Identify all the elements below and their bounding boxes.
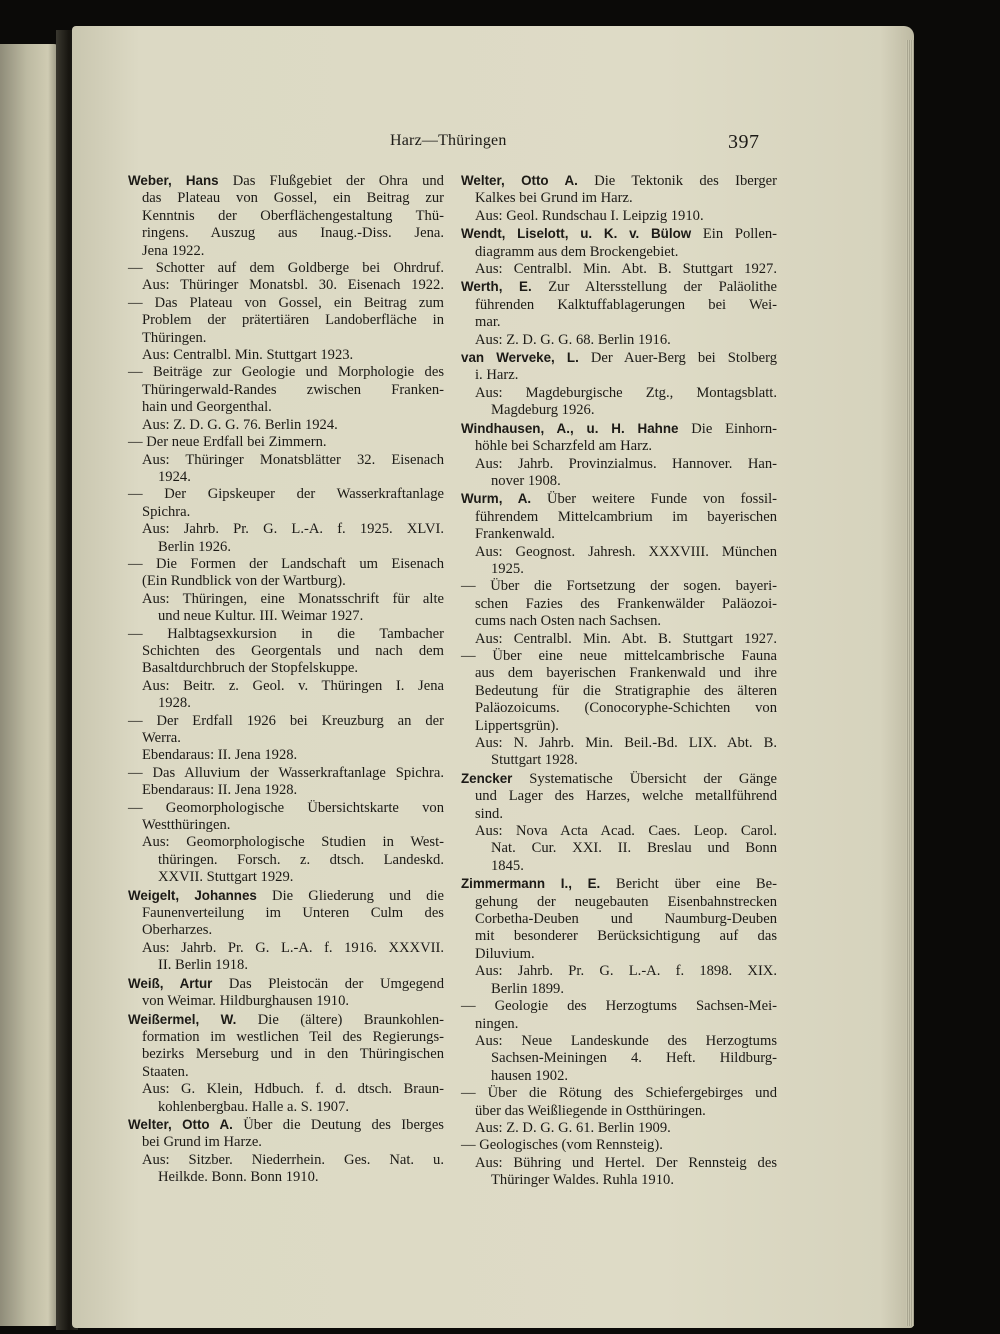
entry-line [461,526,777,543]
entry-text: — Beiträge zur Geologie und Morphologie des [128,364,444,381]
entry-text: Paläozoicums. (Conocoryphe-Schichten von [475,700,777,717]
entry-line [461,402,777,419]
entry-text: führenden Kalktuffablagerungen bei Wei- [475,296,777,313]
entry-text: Berlin 1899. [491,980,564,997]
entry-line [128,1046,444,1063]
entry-line [128,800,444,817]
entry-line [461,858,777,875]
entry-text: Kenntnis der Oberflächengestaltung Thü- [142,207,444,224]
entry-line [461,823,777,840]
entry-text: von Weimar. Hildburghausen 1910. [142,993,350,1010]
entry-text: Aus: Jahrb. Provinzialmus. Hannover. Han- [475,455,777,472]
entry-text: Aus: Geognost. Jahresh. XXXVIII. München [475,543,777,560]
entry-text: Problem der prätertiären Landoberfläche in [142,312,444,329]
entry-text: hausen 1902. [491,1067,569,1084]
entry-line [128,730,444,747]
entry-line [461,1033,777,1050]
entry-text: diagramm aus dem Brockengebiet. [475,243,679,260]
entry-text: Jena 1922. [142,242,205,259]
entry-text: — Der Gipskeuper der Wasserkraftanlage [128,486,444,503]
entry-text: Die Gliederung und die [272,887,444,904]
entry-text: — Geomorphologische Übersichtskarte von [128,799,444,816]
entry-line [461,314,777,331]
entry-line [461,631,777,648]
entry-author: van Werveke, L. [461,350,579,366]
entry-text: 1928. [158,695,191,712]
entry-text: — Der neue Erdfall bei Zimmern. [128,434,327,451]
entry-line [461,490,777,508]
entry-text: thüringen. Forsch. z. dtsch. Landeskd. [158,851,444,868]
entry-line [461,332,777,349]
entry-text: Aus: Centralbl. Min. Abt. B. Stuttgart 1927. [475,630,777,647]
entry-line [461,752,777,769]
entry-line [128,347,444,364]
entry-text: ringens. Auszug aus Inaug.-Diss. Jena. [142,225,444,242]
entry-line [128,957,444,974]
entry-text: Die Einhorn- [691,420,777,437]
entry-text: Aus: Centralbl. Min. Stuttgart 1923. [142,347,354,364]
entry-text: mar. [475,314,501,331]
entry-line [461,840,777,857]
entry-line [461,190,777,207]
entry-line [461,172,777,190]
entry-line [128,905,444,922]
entry-text: Aus: Centralbl. Min. Abt. B. Stuttgart 1927. [475,261,777,278]
entry-line [461,297,777,314]
entry-text: Basaltdurchbruch der Stopfelskuppe. [142,660,359,677]
entry-author: Wendt, Liselott, u. K. v. Bülow [461,226,692,242]
entry-line [128,852,444,869]
entry-text: Sachsen-Meiningen 4. Heft. Hildburg- [491,1050,777,1067]
bibliography-entry [461,225,777,278]
entry-line [128,747,444,764]
facing-page-edge [0,44,60,1326]
entry-text: Aus: Jahrb. Pr. G. L.-A. f. 1898. XIX. [475,963,777,980]
entry-line [461,349,777,367]
bibliography-entry [461,172,777,225]
entry-text: — Das Alluvium der Wasserkraftanlage Spichra. [128,764,444,781]
entry-line [461,473,777,490]
entry-line [128,452,444,469]
entry-line [128,417,444,434]
entry-line [128,834,444,851]
entry-line [128,172,444,190]
entry-line [128,486,444,503]
entry-text: höhle bei Scharzfeld am Harz. [475,438,653,455]
entry-line [128,643,444,660]
entry-text: Aus: Thüringer Monatsbl. 30. Eisenach 1922. [142,277,444,294]
entry-line [461,261,777,278]
entry-text: nover 1908. [491,472,561,489]
entry-text: Staaten. [142,1063,189,1080]
entry-text: Das Flußgebiet der Ohra und [232,173,444,189]
entry-line [128,1081,444,1098]
entry-text: — Halbtagsexkursion in die Tambacher [128,625,444,642]
entry-line [128,940,444,957]
entry-line [461,225,777,243]
entry-text: — Geologie des Herzogtums Sachsen-Mei- [461,998,777,1015]
entry-line [128,993,444,1010]
entry-text: Werra. [142,730,181,746]
entry-line [128,1116,444,1134]
entry-line [461,665,777,682]
entry-line [128,521,444,538]
entry-line [461,963,777,980]
entry-text: Ebendaraus: II. Jena 1928. [142,782,298,799]
page-number: 397 [728,131,760,153]
entry-text: Nat. Cur. XXI. II. Breslau und Bonn [491,840,777,857]
entry-line [128,277,444,294]
entry-line [461,509,777,526]
entry-line [128,243,444,260]
entry-text: Westthüringen. [142,817,231,834]
entry-line [128,312,444,329]
entry-text: — Über eine neue mittelcambrische Fauna [461,647,777,664]
entry-text: kohlenbergbau. Halle a. S. 1907. [158,1098,350,1115]
entry-author: Windhausen, A., u. H. Hahne [461,420,679,436]
entry-text: Aus: Thüringer Monatsblätter 32. Eisenach [142,451,444,468]
entry-author: Zimmermann I., E. [461,876,601,892]
entry-line [128,556,444,573]
bibliography-entry [461,490,777,770]
entry-text: Aus: N. Jahrb. Min. Beil.-Bd. LIX. Abt. B. [475,735,777,751]
entry-line [128,713,444,730]
entry-line [461,208,777,225]
entry-line [128,225,444,242]
entry-text: Magdeburg 1926. [491,402,595,419]
right-column [461,172,777,1190]
entry-text: Aus: Geol. Rundschau I. Leipzig 1910. [475,207,704,224]
entry-author: Welter, Otto A. [461,173,578,188]
entry-text: Aus: Magdeburgische Ztg., Montagsblatt. [475,384,777,401]
entry-author: Welter, Otto A. [128,1116,233,1132]
entry-text: Bedeutung für die Stratigraphie des älteren [475,682,777,699]
entry-line [461,735,777,752]
entry-text: II. Berlin 1918. [158,957,248,974]
entry-line [128,1169,444,1186]
entry-text: Aus: Jahrb. Pr. G. L.-A. f. 1916. XXXVII. [142,939,444,956]
entry-text: — Schotter auf dem Goldberge bei Ohrdruf. [128,260,444,277]
entry-line [128,1011,444,1029]
entry-line [461,1137,777,1154]
entry-text: Thüringerwald-Randes zwischen Franken- [142,381,444,398]
entry-text: Bericht über eine Be- [615,876,777,893]
entry-text: über das Weißliegende in Ostthüringen. [475,1102,706,1119]
entry-line [128,573,444,590]
entry-text: Aus: Nova Acta Acad. Caes. Leop. Carol. [475,823,777,840]
entry-line [461,578,777,595]
entry-text: Aus: G. Klein, Hdbuch. f. d. dtsch. Braun- [142,1081,444,1098]
entry-line [128,260,444,277]
bibliography-entry [128,172,444,887]
entry-text: Stuttgart 1928. [491,752,578,769]
entry-text: — Über die Rötung des Schiefergebirges und [461,1085,777,1102]
entry-text: Über weitere Funde von fossil- [546,491,777,508]
entry-text: Aus: Geomorphologische Studien in West- [142,834,444,851]
entry-text: Über die Deutung des Iberges [243,1116,444,1133]
entry-line [128,869,444,886]
entry-text: formation im westlichen Teil des Regierungs- [142,1028,444,1045]
entry-line [461,998,777,1015]
entry-line [461,648,777,665]
entry-text: 1845. [491,857,524,874]
entry-author: Werth, E. [461,279,532,295]
entry-line [461,770,777,788]
entry-text: ningen. [475,1015,519,1032]
entry-line [128,295,444,312]
entry-text: Aus: Thüringen, eine Monatsschrift für alte [142,590,444,607]
entry-line [128,887,444,905]
entry-text: XXVII. Stuttgart 1929. [158,869,294,886]
entry-line [461,788,777,805]
entry-line [128,364,444,381]
entry-text: Berlin 1926. [158,538,231,555]
entry-author: Weißermel, W. [128,1011,237,1027]
entry-line [128,190,444,207]
entry-text: — Über die Fortsetzung der sogen. bayeri- [461,578,777,595]
entry-text: hain und Georgenthal. [142,399,272,416]
entry-line [128,1099,444,1116]
entry-line [461,718,777,735]
entry-line [128,1064,444,1081]
entry-text: Faunenverteilung im Unteren Culm des [142,905,444,922]
entry-line [128,1134,444,1151]
entry-line [461,928,777,945]
bibliography-entry [128,1011,444,1116]
bibliography-entry [128,1116,444,1187]
entry-line [461,700,777,717]
entry-text: gehung der neugebauten Eisenbahnstrecken [475,893,777,910]
entry-text: Heilkde. Bonn. Bonn 1910. [158,1169,319,1186]
entry-text: Oberharzes. [142,922,213,939]
bibliography-entry [461,349,777,420]
entry-author: Zencker [461,770,513,786]
entry-line [461,596,777,613]
entry-line [128,591,444,608]
entry-line [128,626,444,643]
entry-text: Systematische Übersicht der Gänge [529,770,777,787]
entry-line [128,922,444,939]
entry-line [461,561,777,578]
entry-line [128,504,444,521]
entry-text: und neue Kultur. III. Weimar 1927. [158,608,364,625]
entry-text: — Die Formen der Landschaft um Eisenach [128,555,444,572]
entry-text: Zur Altersstellung der Paläolithe [548,279,777,296]
entry-line [461,1120,777,1137]
entry-text: Corbetha-Deuben und Naumburg-Deuben [475,911,777,928]
entry-text: (Ein Rundblick von der Wartburg). [142,573,346,590]
entry-text: — Das Plateau von Gossel, ein Beitrag zum [128,294,444,311]
entry-text: Das Pleistocän der Umgegend [228,975,444,992]
entry-line [461,1050,777,1067]
entry-text: 1925. [491,560,524,577]
entry-line [128,975,444,993]
entry-text: Kalkes bei Grund im Harz. [475,190,633,207]
left-column [128,172,444,1187]
entry-line [461,420,777,438]
entry-line [461,1172,777,1189]
entry-text: i. Harz. [475,367,519,384]
entry-line [461,385,777,402]
entry-line [461,806,777,823]
entry-line [461,456,777,473]
entry-text: bezirks Merseburg und in den Thüringischen [142,1046,444,1063]
entry-line [461,894,777,911]
bibliography-entry [128,887,444,975]
entry-text: Frankenwald. [475,526,555,543]
entry-line [461,1155,777,1172]
bibliography-entry [461,875,777,1189]
entry-line [128,1152,444,1169]
entry-text: Aus: Bühring und Hertel. Der Rennsteig des [475,1154,777,1171]
entry-line [461,367,777,384]
entry-text: Der Auer-Berg bei Stolberg [590,350,777,367]
entry-text: Aus: Sitzber. Niederrhein. Ges. Nat. u. [142,1151,444,1168]
entry-line [128,782,444,799]
entry-text: Aus: Jahrb. Pr. G. L.-A. f. 1925. XLVI. [142,521,444,538]
entry-line [461,911,777,928]
entry-text: Aus: Z. D. G. G. 68. Berlin 1916. [475,331,671,348]
bibliography-entry [461,420,777,491]
entry-text: Lippertsgrün). [475,717,559,734]
entry-line [128,608,444,625]
entry-line [128,382,444,399]
entry-line [461,613,777,630]
entry-text: Aus: Beitr. z. Geol. v. Thüringen I. Jena [142,677,444,694]
entry-text: Aus: Neue Landeskunde des Herzogtums [475,1032,777,1049]
entry-text: das Plateau von Gossel, ein Beitrag zur [142,190,444,207]
entry-line [461,278,777,296]
entry-text: Thüringen. [142,329,207,346]
entry-text: Ebendaraus: II. Jena 1928. [142,747,298,764]
entry-author: Weigelt, Johannes [128,887,257,903]
entry-line [461,438,777,455]
entry-text: — Geologisches (vom Rennsteig). [461,1137,663,1154]
entry-line [128,399,444,416]
entry-author: Weber, Hans [128,173,219,188]
entry-line [461,544,777,561]
bibliography-entry [461,770,777,875]
entry-line [128,678,444,695]
entry-text: Diluvium. [475,945,535,962]
entry-text: sind. [475,805,503,822]
entry-line [461,1068,777,1085]
entry-line [128,469,444,486]
entry-line [461,875,777,893]
entry-text: Die (ältere) Braunkohlen- [257,1011,444,1028]
entry-text: bei Grund im Harze. [142,1134,262,1151]
entry-line [128,330,444,347]
entry-author: Wurm, A. [461,491,532,507]
entry-text: cums nach Osten nach Sachsen. [475,613,662,630]
entry-line [461,1016,777,1033]
bibliography-entry [461,278,777,349]
entry-author: Weiß, Artur [128,975,213,991]
entry-line [128,434,444,451]
entry-line [128,1029,444,1046]
entry-line [461,244,777,261]
entry-text: Die Tektonik des Iberger [594,173,777,189]
entry-text: Aus: Z. D. G. G. 61. Berlin 1909. [475,1119,671,1136]
entry-line [461,1085,777,1102]
entry-line [128,208,444,225]
entry-text: und Lager des Harzes, welche metallführend [475,788,777,805]
entry-text: Thüringer Waldes. Ruhla 1910. [491,1172,674,1189]
entry-line [128,660,444,677]
entry-text: schen Fazies des Frankenwälder Paläozoi- [475,595,777,612]
entry-text: 1924. [158,468,191,485]
entry-text: — Der Erdfall 1926 bei Kreuzburg an der [128,712,444,729]
entry-text: mit besonderer Berücksichtigung auf das [475,928,777,945]
running-head: Harz—Thüringen [390,132,507,149]
entry-text: aus dem bayerischen Frankenwald und ihre [475,665,777,682]
entry-line [128,765,444,782]
entry-text: Spichra. [142,503,191,520]
entry-text: Aus: Z. D. G. G. 76. Berlin 1924. [142,416,338,433]
entry-text: führendem Mittelcambrium im bayerischen [475,508,777,525]
entry-line [461,1103,777,1120]
entry-line [461,683,777,700]
entry-line [128,817,444,834]
entry-line [128,695,444,712]
entry-line [461,981,777,998]
entry-text: Ein Pollen- [702,226,777,243]
bibliography-entry [128,975,444,1011]
entry-line [128,539,444,556]
entry-line [461,946,777,963]
page-stack-edge [906,40,914,1326]
entry-text: Schichten des Georgentals und nach dem [142,642,444,659]
